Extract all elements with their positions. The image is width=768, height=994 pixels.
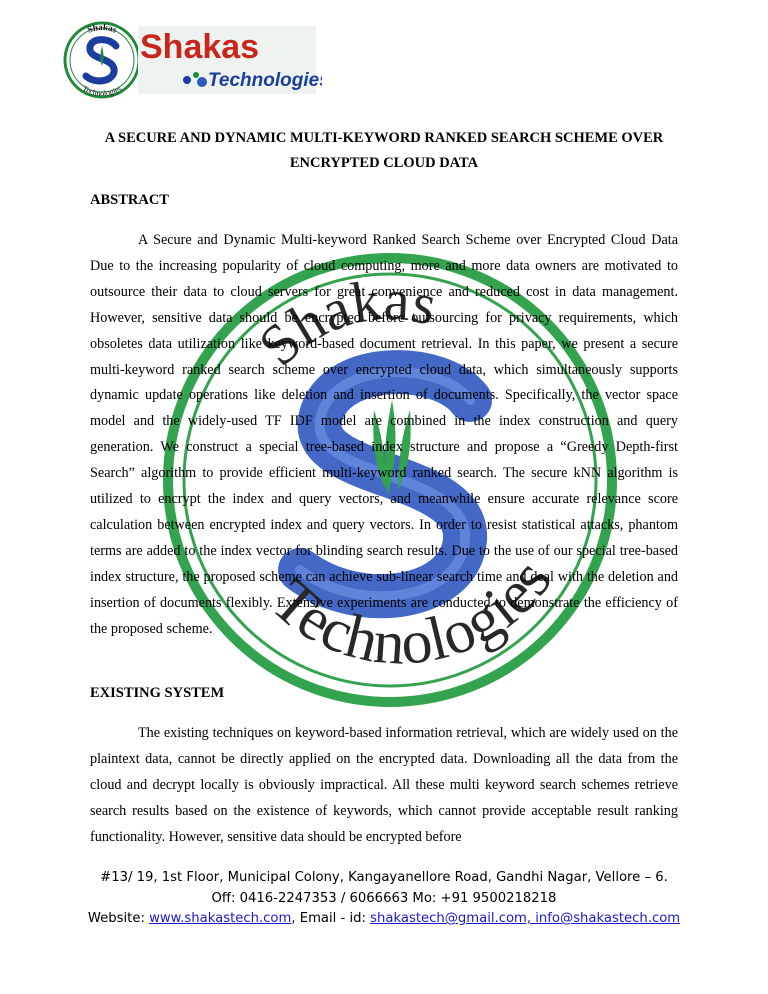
logo-brand-word: Shakas	[140, 28, 260, 66]
title-line-1: A SECURE AND DYNAMIC MULTI-KEYWORD RANKED SEARCH SCHEME OVER	[104, 130, 664, 146]
abstract-heading: ABSTRACT	[90, 192, 169, 208]
email-label: , Email - id:	[291, 911, 371, 926]
watermark-top-text: Shakas	[245, 266, 443, 379]
document-title	[90, 126, 678, 176]
abstract-paragraph	[90, 228, 678, 643]
footer-phones: Off: 0416-2247353 / 6066663 Mo: +91 9500218218	[211, 890, 557, 906]
watermark-bottom-text: Technologies	[258, 547, 565, 678]
website-label: Website:	[87, 911, 150, 926]
abstract-text: A Secure and Dynamic Multi-keyword Ranked Search Scheme over Encrypted Cloud Data Due to the increasing popularity of cloud computing, more and more data owners are motivated to outsource their data to cloud servers for great convenience and reduced cost in data management. However, sensitive data should be encrypted before outsourcing for privacy requirements, which obsoletes data utilization like keyword-based document retrieval. In this paper, we present a secure multi-keyword ranked search scheme over encrypted cloud data, which simultaneously supports dynamic update operations like deletion and insertion of documents. Specifically, the vector space model and the widely-used TF IDF model are combined in the index construction and query generation. We construct a special tree-based index structure and propose a “Greedy Depth-first Search” algorithm to provide efficient multi-keyword ranked search. The secure kNN algorithm is utilized to encrypt the index and query vectors, and meanwhile ensure accurate relevance score calculation between encrypted index and query vectors. In order to resist statistical attacks, phantom terms are added to the index vector for blinding search results. Due to the use of our special tree-based index structure, the proposed scheme can achieve sub-linear search time and deal with the deletion and insertion of documents flexibly. Extensive experiments are conducted to demonstrate the efficiency of the proposed scheme.	[90, 232, 678, 637]
website-link[interactable]: www.shakastech.com	[149, 911, 292, 926]
page-footer	[0, 868, 768, 930]
existing-system-heading: EXISTING SYSTEM	[90, 685, 225, 701]
email-links[interactable]: shakastech@gmail.com, info@shakastech.com	[370, 911, 681, 926]
logo-seal-icon	[65, 22, 139, 98]
title-line-2: ENCRYPTED CLOUD DATA	[289, 155, 479, 171]
footer-contact	[0, 909, 768, 930]
company-logo	[62, 20, 322, 100]
logo-sub-word: Technologies	[208, 70, 322, 91]
existing-system-paragraph	[90, 721, 678, 851]
existing-system-text: The existing techniques on keyword-based information retrieval, which are widely used on the plaintext data, cannot be directly applied on the encrypted data. Downloading all the data from the cloud and decrypt locally is obviously impractical. All these multi keyword search schemes retrieve search results based on the existence of keywords, which cannot provide acceptable result ranking functionality. However, sensitive data should be encrypted before	[90, 725, 678, 845]
footer-address: #13/ 19, 1st Floor, Municipal Colony, Kangayanellore Road, Gandhi Nagar, Vellore – 6.	[100, 870, 668, 885]
svg-text:Technologies: Technologies	[80, 83, 124, 99]
svg-text:Shakas: Shakas	[85, 21, 119, 35]
